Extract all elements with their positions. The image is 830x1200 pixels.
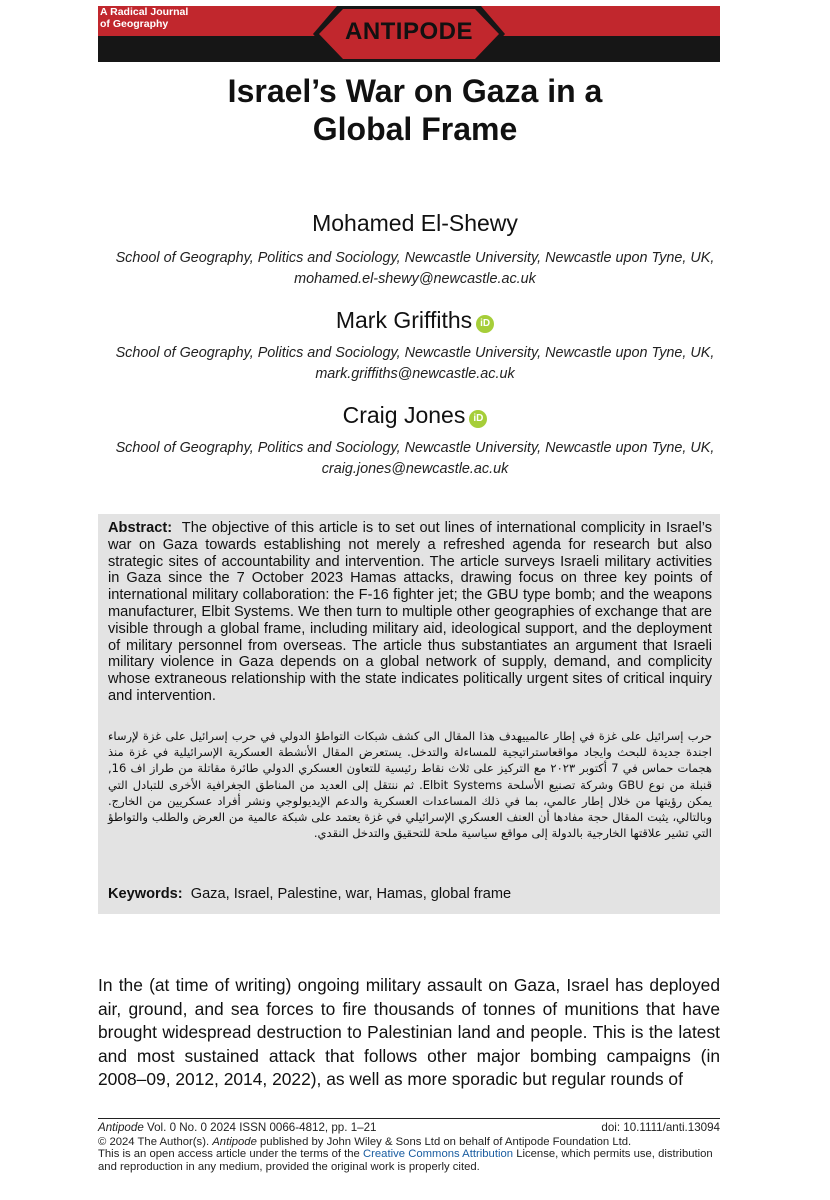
affiliation-line: School of Geography, Politics and Sociology, Newcastle University, Newcastle upon Tyne, UK, <box>115 345 715 361</box>
keywords <box>108 886 712 902</box>
license-pre: This is an open access article under the terms of the <box>98 1148 360 1161</box>
license-link[interactable]: Creative Commons Attribution <box>362 1148 514 1161</box>
author-email[interactable]: mark.griffiths@newcastle.ac.uk <box>315 366 515 382</box>
affiliation-line: School of Geography, Politics and Sociology, Newcastle University, Newcastle upon Tyne, UK, <box>115 250 715 266</box>
journal-tagline <box>100 7 188 30</box>
journal-tagline-line2: of Geography <box>100 17 169 30</box>
footer-journal: Antipode <box>98 1121 144 1134</box>
author-email[interactable]: mohamed.el-shewy@newcastle.ac.uk <box>294 271 536 287</box>
affiliation-line: School of Geography, Politics and Sociology, Newcastle University, Newcastle upon Tyne, UK, <box>115 440 715 456</box>
journal-tagline-line1: A Radical Journal <box>100 6 189 18</box>
keywords-label: Keywords: <box>108 886 183 902</box>
footer-doi[interactable]: doi: 10.1111/anti.13094 <box>601 1121 720 1134</box>
copyright-pre: © 2024 The Author(s). <box>98 1136 210 1148</box>
author-name <box>0 307 830 334</box>
author-affiliation <box>100 438 730 480</box>
author-name-text: Craig Jones <box>342 402 466 428</box>
article-title-line1: Israel’s War on Gaza in a <box>227 73 603 109</box>
footer-volume: Vol. 0 No. 0 2024 ISSN 0066-4812, pp. 1–21 <box>147 1121 377 1134</box>
orcid-icon[interactable]: iD <box>469 410 487 428</box>
body-paragraph: In the (at time of writing) ongoing military assault on Gaza, Israel has deployed air, ground, and sea forces to fire thousands of tonnes of munitions that have brought widespread destruction to Palestinian land and people. This is the latest and most sustained attack that follows other major bombing campaigns (in 2008–09, 2012, 2014, 2022), as well as more sporadic but regular rounds of <box>98 975 720 1090</box>
orcid-icon[interactable]: iD <box>476 315 494 333</box>
footer-license <box>98 1136 720 1173</box>
journal-banner <box>98 6 720 62</box>
article-title <box>0 72 830 148</box>
footer-divider <box>98 1118 720 1119</box>
journal-name: ANTIPODE <box>344 18 473 45</box>
license-post: License, which permits use, distribution and reproduction in any medium, provided the original work is properly cited. <box>98 1148 713 1173</box>
author-email[interactable]: craig.jones@newcastle.ac.uk <box>321 461 509 477</box>
copyright-journal: Antipode <box>212 1136 257 1148</box>
author-name <box>0 402 830 429</box>
author-affiliation <box>100 248 730 290</box>
abstract-text: The objective of this article is to set out lines of international complicity in Israel’s war on Gaza towards establishing not merely a refreshed agenda for research but also strategic sites of accountability and intervention. The article surveys Israeli military activities in Gaza since the 7 October 2023 Hamas attacks, drawing focus on three key points of international military collaboration: the F-16 fighter jet; the GBU type bomb; and the weapons manufacturer, Elbit Systems. We then turn to multiple other geographies of exchange that are visible through a global frame, including military aid, ideological support, and the deployment of military personnel from overseas. The article thus substantiates an argument that Israeli military violence in Gaza depends on a global network of supply, demand, and complicity whose extraneous relationship with the state indicates politically urgent sites of critical inquiry and intervention. <box>108 520 712 704</box>
author-name-text: Mohamed El-Shewy <box>312 210 518 236</box>
keywords-list: Gaza, Israel, Palestine, war, Hamas, global frame <box>190 886 512 902</box>
journal-logo <box>313 6 505 62</box>
abstract-box <box>98 514 720 914</box>
footer-citation <box>98 1121 720 1134</box>
author-affiliation <box>100 343 730 385</box>
author-name-text: Mark Griffiths <box>335 307 473 333</box>
abstract-paragraph <box>108 520 712 705</box>
author-name <box>0 210 830 237</box>
abstract-label: Abstract: <box>108 520 173 536</box>
article-title-line2: Global Frame <box>312 111 518 147</box>
arabic-abstract: حرب إسرائيل على غزة في إطار عالمييهدف هذا المقال الى كشف شبكات التواطؤ الدولي في حرب إسرائيل على غزة لإرساء اجندة جديدة للبحث وايجاد مواقعاستراتيجية للمساءلة والتدخل. يستعرض المقال الأنشطة العسكرية الإسرائيلية في غزة منذ هجمات حماس في 7 أكتوبر ٢٠٢٣ مع التركيز على ثلاث نقاط رئيسية للتعاون العسكري الدولي طائرة مقاتلة من طراز اف 16, قنبلة من نوع GBU وشركة تصنيع الأسلحة Elbit Systems. ثم ننتقل إلى العديد من المناطق الجغرافية الأخرى للتبادل التي يمكن رؤيتها من خلال إطار عالمي، بما في ذلك المساعدات العسكرية والدعم الإيديولوجي ونشر أفراد عسكريين من الخارج. وبالتالي، يثبت المقال حجة مفادها أن العنف العسكري الإسرائيلي في غزة يعتمد على شبكة عالمية من العرض والطلب والتواطؤ التي تشير علاقتها الخارجية بالدولة إلى مواقع سياسية ملحة للتحقيق والتدخل النقدي. <box>108 729 713 841</box>
copyright-post: published by John Wiley & Sons Ltd on behalf of Antipode Foundation Ltd. <box>260 1136 632 1148</box>
